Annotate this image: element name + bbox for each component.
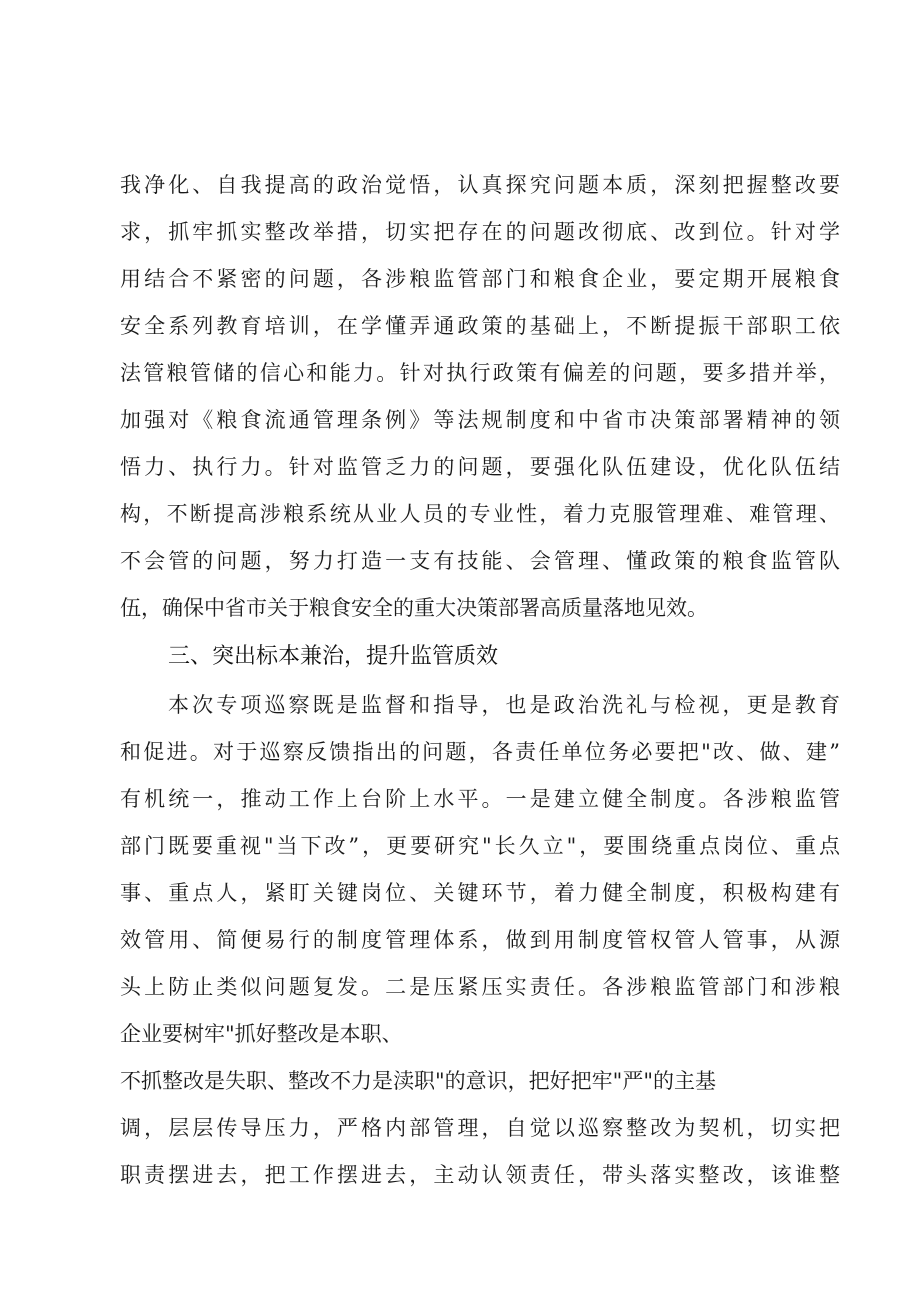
text-line: 我净化、自我提高的政治觉悟，认真探究问题本质，深刻把握整改要 [120,173,840,197]
text-line: 事、重点人，紧盯关键岗位、关键环节，着力健全制度，积极构建有 [120,881,840,905]
text-line: 构，不断提高涉粮系统从业人员的专业性，着力克服管理难、难管理、 [120,502,840,526]
text-line: 不会管的问题，努力打造一支有技能、会管理、懂政策的粮食监管队 [120,549,840,573]
text-line: 部门既要重视"当下改”，更要研究"长久立"，要围绕重点岗位、重点 [120,834,840,858]
text-line: 企业要树牢"抓好整改是本职、 [120,1022,403,1046]
text-line: 调，层层传导压力，严格内部管理，自觉以巡察整改为契机，切实把 [120,1116,840,1140]
text-line: 用结合不紧密的问题，各涉粮监管部门和粮食企业，要定期开展粮食 [120,267,840,291]
section-heading: 三、突出标本兼治，提升监管质效 [168,644,499,669]
text-line: 悟力、执行力。针对监管乏力的问题，要强化队伍建设，优化队伍结 [120,455,840,479]
text-line: 有机统一，推动工作上台阶上水平。一是建立健全制度。各涉粮监管 [120,787,840,811]
text-line: 本次专项巡察既是监督和指导，也是政治洗礼与检视，更是教育 [168,693,840,717]
text-line: 安全系列教育培训，在学懂弄通政策的基础上，不断提振干部职工依 [120,314,840,338]
text-line: 和促进。对于巡察反馈指出的问题，各责任单位务必要把"改、做、建” [120,740,840,764]
text-line: 不抓整改是失职、整改不力是渎职"的意识，把好把牢"严"的主基 [120,1069,716,1093]
text-line: 求，抓牢抓实整改举措，切实把存在的问题改彻底、改到位。针对学 [120,220,840,244]
text-line: 伍，确保中省市关于粮食安全的重大决策部署高质量落地见效。 [120,596,708,620]
text-line: 效管用、简便易行的制度管理体系，做到用制度管权管人管事，从源 [120,928,840,952]
text-line: 加强对《粮食流通管理条例》等法规制度和中省市决策部署精神的领 [120,408,840,432]
text-line: 头上防止类似问题复发。二是压紧压实责任。各涉粮监管部门和涉粮 [120,975,840,999]
text-line: 法管粮管储的信心和能力。针对执行政策有偏差的问题，要多措并举， [120,361,840,385]
text-line: 职责摆进去，把工作摆进去，主动认领责任，带头落实整改，该谁整 [120,1163,840,1187]
